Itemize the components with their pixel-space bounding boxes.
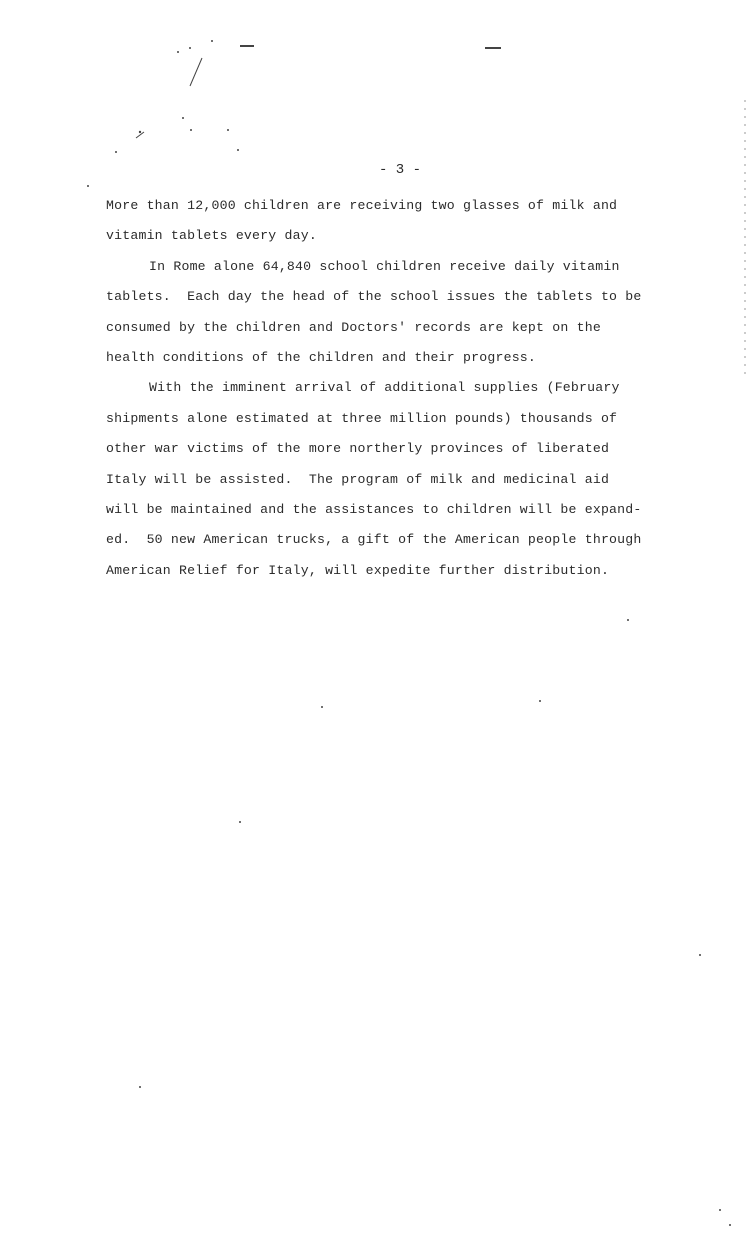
scan-mark: [182, 117, 184, 119]
scan-mark: [227, 129, 229, 131]
scan-mark: [177, 51, 179, 53]
text-line: vitamin tablets every day.: [106, 228, 317, 244]
scan-mark: [139, 131, 141, 133]
scan-mark: [485, 47, 501, 49]
text-line: Italy will be assisted. The program of milk and medicinal aid: [106, 471, 610, 487]
scan-mark: [729, 1224, 731, 1226]
text-line: More than 12,000 children are receiving two glasses of milk and: [106, 198, 618, 213]
text-line: other war victims of the more northerly provinces of liberated: [106, 441, 610, 457]
scan-mark: [237, 149, 239, 151]
paragraph: [106, 373, 706, 586]
scan-mark: [87, 185, 89, 187]
scan-mark: [211, 40, 213, 42]
scan-mark: [115, 151, 117, 153]
text-line: tablets. Each day the head of the school issues the tablets to be: [106, 289, 642, 305]
scan-mark: [139, 1086, 141, 1088]
scan-mark: [719, 1209, 721, 1211]
scan-mark: [190, 129, 192, 131]
scan-mark: [699, 954, 701, 956]
text-line: will be maintained and the assistances to children will be expand-: [106, 501, 642, 517]
text-line: shipments alone estimated at three million pounds) thousands of: [106, 410, 618, 426]
scan-mark: [321, 706, 323, 708]
scan-mark: [539, 700, 541, 702]
text-line: With the imminent arrival of additional supplies (February: [149, 380, 620, 396]
scan-mark: [239, 821, 241, 823]
body-text: [106, 191, 706, 586]
paragraph: [106, 252, 706, 374]
page-number: - 3 -: [378, 162, 421, 178]
scan-mark: [627, 619, 629, 621]
paragraph: [106, 191, 706, 252]
scan-mark: [190, 58, 202, 86]
text-line: In Rome alone 64,840 school children receive daily vitamin: [149, 258, 620, 274]
text-line: consumed by the children and Doctors' records are kept on the: [106, 319, 601, 335]
scan-mark: [189, 47, 191, 49]
text-line: health conditions of the children and their progress.: [106, 349, 537, 365]
scan-mark: [240, 45, 254, 47]
text-line: ed. 50 new American trucks, a gift of the American people through: [106, 532, 642, 548]
text-line: American Relief for Italy, will expedite further distribution.: [106, 562, 610, 578]
